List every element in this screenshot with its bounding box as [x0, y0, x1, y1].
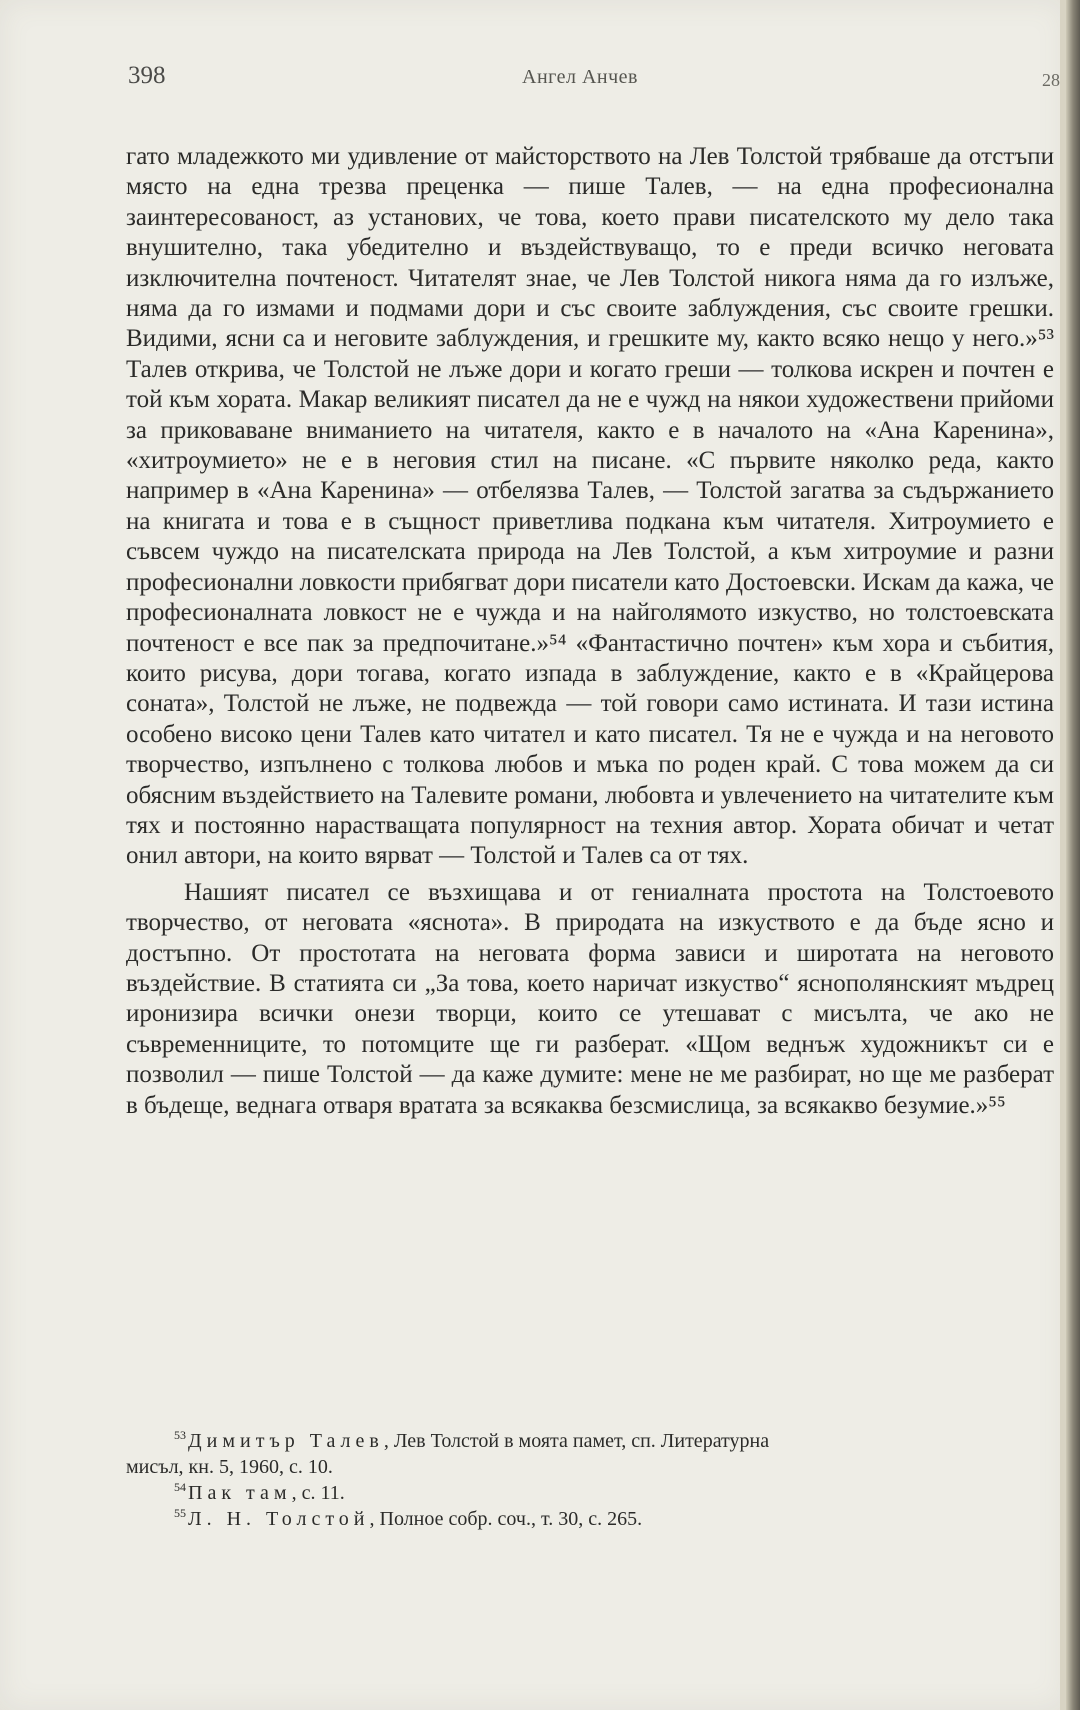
paragraph: Нашият писател се възхищава и от гениалната простота на Толстоевото творчество, от неговата «яснота». В природата на изкуството е да бъде ясно и достъпно. От простотата на неговата форма зависи и широтата на неговото въздействие. В статията си „За това, което наричат изкуство“ яснополянският мъдрец иронизира всички онези творци, които се утешават с мисълта, че ако не съвременниците, то потомците ще ги разберат. «Щом веднъж художникът си е позволил — пише Толстой — да каже думите: мене не ме разбират, но ще ме разберат в бъдеще, веднага отваря вратата за всякаква безсмислица, за всякакво безумие.»⁵⁵ — [126, 878, 1054, 1119]
footnote-text: , с. 11. — [291, 1482, 345, 1504]
footnote-text: , Полное собр. соч., т. 30, с. 265. — [369, 1508, 643, 1530]
footnote-54 — [126, 1480, 1054, 1506]
footnote-author: Пак там — [188, 1482, 292, 1504]
running-head: Ангел Анчев — [522, 66, 638, 88]
footnote-mark: 54 — [174, 1480, 186, 1495]
main-text — [126, 142, 1054, 1121]
footnote-55 — [126, 1506, 1054, 1532]
footnote-text: , Лев Толстой в моята памет, сп. Литературна — [383, 1430, 770, 1452]
footnotes — [126, 1428, 1054, 1532]
footnote-53 — [126, 1428, 1054, 1454]
footnote-53-continuation: мисъл, кн. 5, 1960, с. 10. — [126, 1456, 333, 1478]
footnote-mark: 53 — [174, 1428, 186, 1443]
paragraph: гато младежкото ми удивление от майсторството на Лев Толстой трябваше да отстъпи място на една трезва преценка — пише Талев, — на една професионална заинтересованост, аз установих, че това, което прави писателското му дело така внушително, така убедително и въздействуващо, то е преди всичко неговата изключителна почтеност. Читателят знае, че Лев Толстой никога няма да го излъже, няма да го измами и подмами дори и със своите заблуждения, със своите грешки. Видими, ясни са и неговите заблуждения, и грешките му, както всяко нещо у него.»⁵³ Талев открива, че Толстой не лъже дори и когато греши — толкова искрен и почтен е той към хората. Макар великият писател да не е чужд на някои художествени прийоми за приковаване вниманието на читателя, както е в началото на «Ана Каренина», «хитроумието» не е в неговия стил на писане. «С първите няколко реда, както например в «Ана Каренина» — отбелязва Талев, — Толстой загатва за съдържанието на книгата и това е в същност приветлива подкана към читателя. Хитроумието е съвсем чуждо на писателската природа на Лев Толстой, а към хитроумие и разни професионални ловкости прибягват дори писатели като Достоевски. Искам да кажа, че професионалната ловкост не е чужда и на найголямото изкуство, но толстоевската почтеност е все пак за предпочитане.»⁵⁴ «Фантастично почтен» към хора и събития, които рисува, дори тогава, когато изпада в заблуждение, както е в «Крайцерова соната», Толстой не лъже, не подвежда — той говори само истината. И тази истина особено високо цени Талев като читател и като писател. Тя не е чужда и на неговото творчество, изпълнено с толкова любов и мъка по роден край. С това можем да си обясним въздействието на Талевите романи, любовта и увлечението на читателите към тях и постоянно нарастващата популярност на техния автор. Хората обичат и четат онил автори, на които вярват — Толстой и Талев са от тях. — [126, 143, 1054, 870]
book-spine-shadow — [1066, 0, 1080, 1710]
footnote-author: Димитър Талев — [188, 1430, 384, 1452]
footnote-mark: 55 — [174, 1506, 186, 1521]
page-header — [128, 62, 1068, 102]
footnote-author: Л. Н. Толстой — [188, 1508, 370, 1530]
edge-mark: 28 — [1042, 70, 1060, 90]
page-number: 398 — [128, 62, 166, 89]
